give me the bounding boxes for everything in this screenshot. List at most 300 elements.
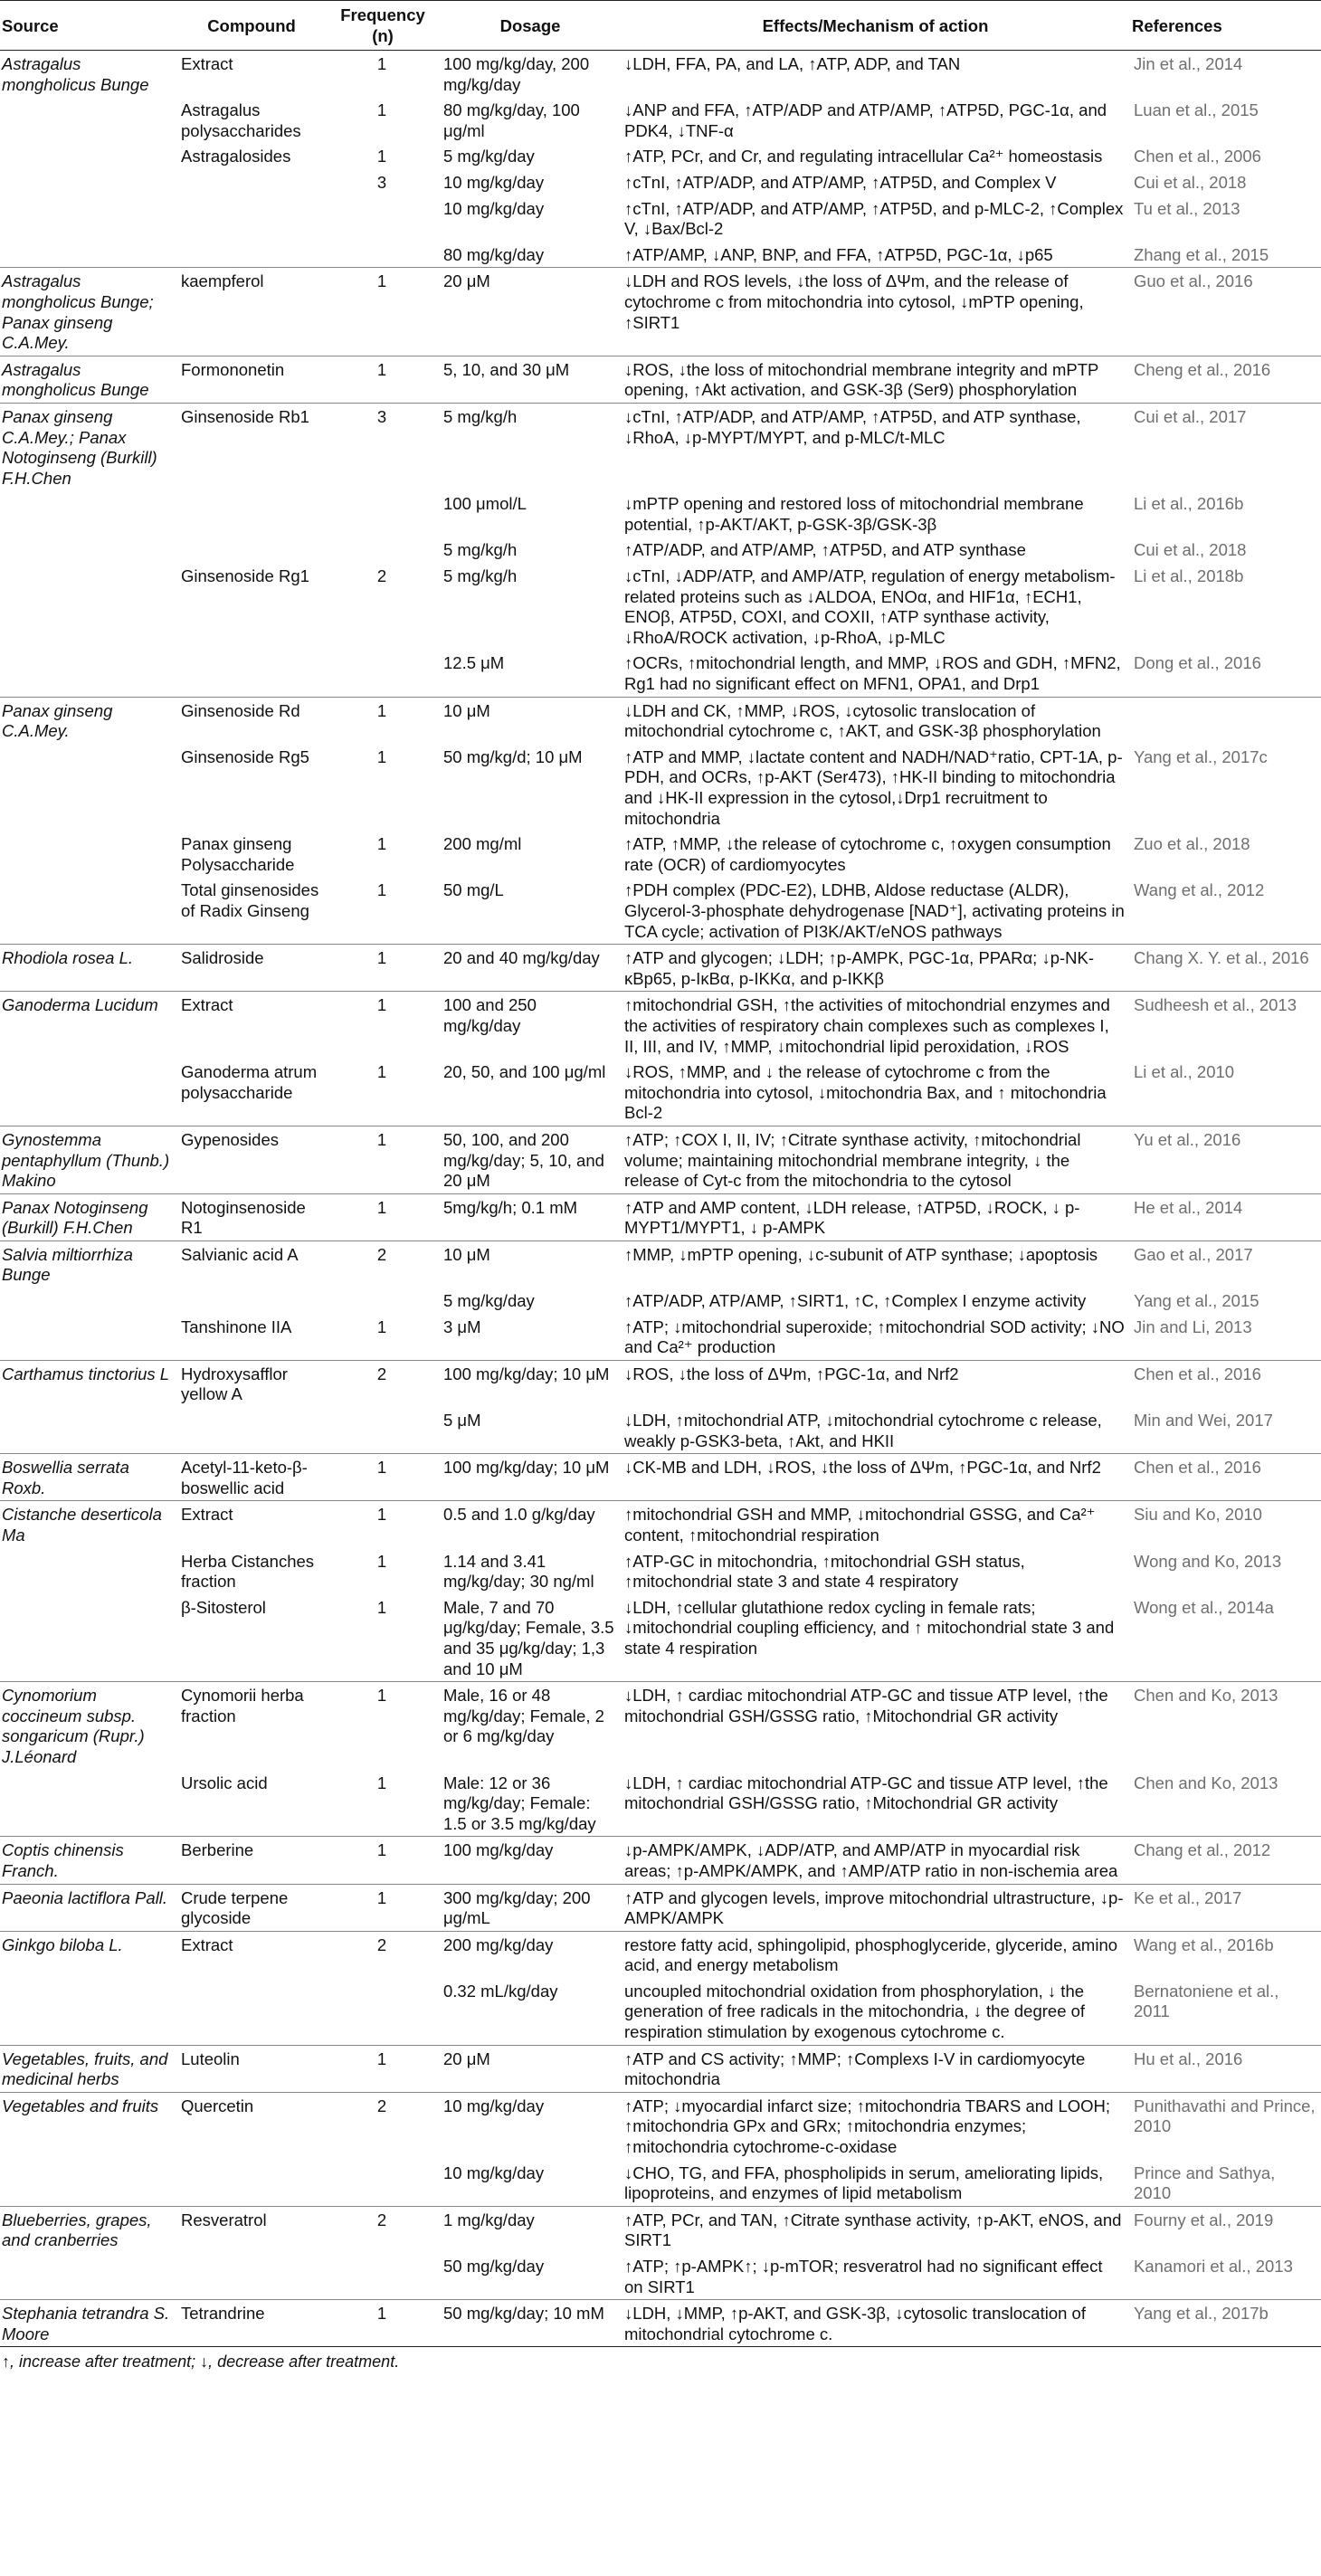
row-effects: ↓LDH and ROS levels, ↓the loss of ΔΨm, and the release of cytochrome c from mitochondria into cytosol, ↓mPTP opening, ↑SIRT1 xyxy=(621,268,1130,356)
row-dosage: 10 μM xyxy=(440,697,621,744)
row-frequency xyxy=(326,1407,440,1454)
row-reference: Gao et al., 2017 xyxy=(1130,1240,1321,1288)
row-frequency: 1 xyxy=(326,992,440,1059)
table-row xyxy=(0,356,1321,403)
row-compound: Salvianic acid A xyxy=(177,1240,326,1288)
header-frequency: Frequency (n) xyxy=(340,5,425,45)
row-frequency xyxy=(326,537,440,563)
table-row xyxy=(0,1501,1321,1548)
table-row xyxy=(0,945,1321,992)
row-reference: Siu and Ko, 2010 xyxy=(1130,1501,1321,1548)
row-source: Boswellia serrata Roxb. xyxy=(0,1454,177,1501)
row-reference: Yang et al., 2015 xyxy=(1134,1291,1259,1311)
row-effects: ↓cTnI, ↑ATP/ADP, and ATP/AMP, ↑ATP5D, and ATP synthase, ↓RhoA, ↓p-MYPT/MYPT, and p-MLC/t-MLC xyxy=(621,403,1130,490)
row-effects: ↓cTnI, ↓ADP/ATP, and AMP/ATP, regulation of energy metabolism-related proteins such as ↓ALDOA, ENOα, and HIF1α, ↑ECH1, ENOβ, ATP5D, COXI, and COXII, ↑ATP synthase activity, ↓RhoA/ROCK activation, ↓p-RhoA, ↓p-MLC xyxy=(624,566,1116,647)
row-dosage: 20 and 40 mg/kg/day xyxy=(440,945,621,992)
row-frequency: 1 xyxy=(326,356,440,403)
header-dosage: Dosage xyxy=(499,15,561,35)
row-compound: Extract xyxy=(177,992,326,1059)
row-frequency: 1 xyxy=(326,1501,440,1548)
row-dosage: 10 mg/kg/day xyxy=(440,2092,621,2159)
row-compound: Tetrandrine xyxy=(177,2300,326,2347)
row-frequency: 1 xyxy=(326,1884,440,1931)
row-reference: He et al., 2014 xyxy=(1130,1193,1321,1240)
row-source xyxy=(0,195,177,242)
table-header-row xyxy=(0,1,1321,51)
row-compound: Herba Cistanches fraction xyxy=(181,1551,315,1592)
row-dosage: 0.5 and 1.0 g/kg/day xyxy=(440,1501,621,1548)
row-frequency xyxy=(326,195,440,242)
row-frequency: 1 xyxy=(376,1773,387,1792)
row-source: Vegetables and fruits xyxy=(0,2092,177,2159)
row-source xyxy=(0,1407,177,1454)
row-frequency: 1 xyxy=(376,1597,387,1617)
row-effects: ↓LDH, FFA, PA, and LA, ↑ATP, ADP, and TAN xyxy=(624,54,961,73)
row-frequency: 1 xyxy=(326,945,440,992)
row-frequency xyxy=(326,2160,440,2207)
row-source xyxy=(0,1978,177,2045)
table-row xyxy=(0,1770,1321,1837)
row-effects: ↑MMP, ↓mPTP opening, ↓c-subunit of ATP synthase; ↓apoptosis xyxy=(621,1240,1130,1288)
table-row xyxy=(0,2045,1321,2092)
row-compound xyxy=(177,537,326,563)
row-dosage: 100 mg/kg/day xyxy=(440,1837,621,1884)
row-source: Panax ginseng C.A.Mey. xyxy=(0,697,177,744)
table-row xyxy=(0,537,1321,563)
row-dosage: 5 μM xyxy=(443,1411,481,1431)
row-compound xyxy=(177,195,326,242)
row-dosage: 5 mg/kg/day xyxy=(443,1291,535,1311)
row-dosage: 50 mg/kg/day xyxy=(443,2257,545,2276)
row-dosage: 20 μM xyxy=(440,268,621,356)
row-compound xyxy=(177,490,326,537)
row-source xyxy=(0,242,177,268)
row-reference: Chen and Ko, 2013 xyxy=(1134,1773,1278,1792)
row-compound xyxy=(177,169,326,195)
row-dosage: 20, 50, and 100 μg/ml xyxy=(443,1062,606,1082)
row-effects: ↓LDH, ↓MMP, ↑p-AKT, and GSK-3β, ↓cytosolic translocation of mitochondrial cytochrome c. xyxy=(621,2300,1130,2347)
row-compound: Salidroside xyxy=(177,945,326,992)
row-compound xyxy=(177,2160,326,2207)
row-effects: ↓mPTP opening and restored loss of mitochondrial membrane potential, ↑p-AKT/AKT, p-GSK-3β/GSK-3β xyxy=(624,494,1084,534)
row-effects: ↓ROS, ↓the loss of ΔΨm, ↑PGC-1α, and Nrf2 xyxy=(621,1360,1130,1407)
row-reference: Cui et al., 2018 xyxy=(1134,172,1247,192)
row-compound: Tanshinone IIA xyxy=(181,1317,292,1336)
row-frequency: 3 xyxy=(376,172,387,192)
row-effects: ↑ATP and glycogen; ↓LDH; ↑p-AMPK, PGC-1α, PPARα; ↓p-NK-κBp65, p-IκBα, p-IKKα, and p-IKKβ xyxy=(621,945,1130,992)
table-row xyxy=(0,51,1321,98)
table-row xyxy=(0,697,1321,744)
row-dosage: 80 mg/kg/day, 100 μg/ml xyxy=(443,100,580,140)
table-footnote: ↑, increase after treatment; ↓, decrease after treatment. xyxy=(2,2353,400,2372)
row-source xyxy=(0,2160,177,2207)
row-compound: Luteolin xyxy=(177,2045,326,2092)
row-compound: Ginsenoside Rg1 xyxy=(181,566,309,586)
row-frequency xyxy=(326,2253,440,2300)
row-compound: Notoginsenoside R1 xyxy=(177,1193,326,1240)
row-effects: ↓CK-MB and LDH, ↓ROS, ↓the loss of ΔΨm, ↑PGC-1α, and Nrf2 xyxy=(621,1454,1130,1501)
row-compound xyxy=(177,1288,326,1314)
row-source: Salvia miltiorrhiza Bunge xyxy=(0,1240,177,1288)
table-row xyxy=(0,992,1321,1059)
row-compound xyxy=(177,242,326,268)
row-compound: Berberine xyxy=(177,1837,326,1884)
table-row xyxy=(0,1407,1321,1454)
row-dosage: 5 mg/kg/h xyxy=(443,540,518,560)
row-effects: ↑PDH complex (PDC-E2), LDHB, Aldose reductase (ALDR), Glycerol-3-phosphate dehydrogenase [NAD⁺], activating proteins in TCA cycle; activation of PI3K/AKT/eNOS pathways xyxy=(624,880,1125,941)
table-row xyxy=(0,744,1321,831)
table-row xyxy=(0,1126,1321,1193)
row-source xyxy=(0,877,177,944)
row-reference: Chen and Ko, 2013 xyxy=(1130,1682,1321,1770)
row-source xyxy=(0,537,177,563)
row-dosage: 100 mg/kg/day; 10 μM xyxy=(440,1360,621,1407)
table-row xyxy=(0,1314,1321,1361)
row-source: Ginkgo biloba L. xyxy=(0,1931,177,1978)
table-row xyxy=(0,1193,1321,1240)
row-compound: Extract xyxy=(177,1501,326,1548)
row-compound: Astragalus polysaccharides xyxy=(181,100,301,140)
row-source xyxy=(0,650,177,697)
row-compound xyxy=(177,1978,326,2045)
row-effects: restore fatty acid, sphingolipid, phosphoglyceride, glyceride, amino acid, and energy metabolism xyxy=(621,1931,1130,1978)
row-dosage: 5mg/kg/h; 0.1 mM xyxy=(440,1193,621,1240)
row-reference: Jin et al., 2014 xyxy=(1134,54,1243,73)
row-dosage: 5 mg/kg/h xyxy=(443,566,518,586)
table-row xyxy=(0,1360,1321,1407)
row-source xyxy=(0,831,177,877)
table-row xyxy=(0,1594,1321,1682)
row-compound: Total ginsenosides of Radix Ginseng xyxy=(181,880,319,920)
row-compound: Extract xyxy=(177,1931,326,1978)
row-effects: ↓ANP and FFA, ↑ATP/ADP and ATP/AMP, ↑ATP5D, PGC-1α, and PDK4, ↓TNF-α xyxy=(624,100,1107,140)
table-row xyxy=(0,403,1321,490)
row-reference: Li et al., 2010 xyxy=(1134,1062,1235,1082)
row-effects: ↓p-AMPK/AMPK, ↓ADP/ATP, and AMP/ATP in myocardial risk areas; ↑p-AMPK/AMPK, and ↑AMP/ATP ratio in non-ischemia area xyxy=(621,1837,1130,1884)
table-row xyxy=(0,1978,1321,2045)
row-source xyxy=(0,97,177,143)
row-effects: ↑ATP, PCr, and Cr, and regulating intracellular Ca²⁺ homeostasis xyxy=(624,147,1103,166)
row-source: Vegetables, fruits, and medicinal herbs xyxy=(0,2045,177,2092)
row-reference: Luan et al., 2015 xyxy=(1134,100,1259,120)
row-frequency: 1 xyxy=(376,1317,387,1336)
row-compound xyxy=(177,1407,326,1454)
row-frequency: 1 xyxy=(326,2300,440,2347)
row-source xyxy=(0,1314,177,1361)
row-source xyxy=(0,143,177,169)
row-frequency: 1 xyxy=(326,697,440,744)
row-reference: Chang et al., 2012 xyxy=(1130,1837,1321,1884)
row-effects: ↑ATP; ↑COX I, II, IV; ↑Citrate synthase activity, ↑mitochondrial volume; maintaining mitochondrial membrane integrity, ↓ the release of Cyt-c from the mitochondria to the cytosol xyxy=(621,1126,1130,1193)
row-dosage: 200 mg/ml xyxy=(443,834,522,854)
table-row xyxy=(0,2253,1321,2300)
table-row xyxy=(0,1059,1321,1126)
row-dosage: Male, 7 and 70 μg/kg/day; Female, 3.5 and 35 μg/kg/day; 1,3 and 10 μM xyxy=(443,1597,614,1678)
row-source: Blueberries, grapes, and cranberries xyxy=(0,2206,177,2253)
row-dosage: 5, 10, and 30 μM xyxy=(440,356,621,403)
row-compound: Panax ginseng Polysaccharide xyxy=(181,834,295,874)
table-row xyxy=(0,1548,1321,1594)
row-reference: Bernatoniene et al., 2011 xyxy=(1134,1981,1279,2021)
row-source: Cistanche deserticola Ma xyxy=(0,1501,177,1548)
row-reference: Cui et al., 2017 xyxy=(1130,403,1321,490)
table-row xyxy=(0,2206,1321,2253)
row-effects: ↑ATP/ADP, and ATP/AMP, ↑ATP5D, and ATP synthase xyxy=(624,540,1026,560)
row-source xyxy=(0,1548,177,1594)
row-reference: Jin and Li, 2013 xyxy=(1134,1317,1252,1336)
row-reference: Chang X. Y. et al., 2016 xyxy=(1130,945,1321,992)
row-frequency xyxy=(326,650,440,697)
row-reference: Zhang et al., 2015 xyxy=(1134,244,1269,264)
row-dosage: 20 μM xyxy=(440,2045,621,2092)
row-dosage: 50 mg/L xyxy=(443,880,504,900)
row-frequency: 1 xyxy=(376,54,387,73)
table-row xyxy=(0,490,1321,537)
row-dosage: 5 mg/kg/h xyxy=(440,403,621,490)
table-row xyxy=(0,563,1321,650)
row-source: Astragalus mongholicus Bunge xyxy=(2,54,149,94)
row-effects: ↑ATP and AMP content, ↓LDH release, ↑ATP5D, ↓ROCK, ↓ p-MYPT1/MYPT1, ↓ p-AMPK xyxy=(621,1193,1130,1240)
row-frequency: 2 xyxy=(326,2206,440,2253)
row-frequency: 1 xyxy=(376,834,387,854)
row-dosage: Male, 16 or 48 mg/kg/day; Female, 2 or 6 mg/kg/day xyxy=(440,1682,621,1770)
row-compound xyxy=(177,650,326,697)
row-compound: Ginsenoside Rd xyxy=(177,697,326,744)
row-reference: Hu et al., 2016 xyxy=(1130,2045,1321,2092)
table-row xyxy=(0,1931,1321,1978)
row-reference: Prince and Sathya, 2010 xyxy=(1134,2163,1276,2203)
row-dosage: 50 mg/kg/d; 10 μM xyxy=(443,746,583,766)
row-compound: β-Sitosterol xyxy=(181,1597,266,1617)
row-source: Ganoderma Lucidum xyxy=(0,992,177,1059)
row-frequency: 1 xyxy=(376,147,387,166)
row-source: Paeonia lactiflora Pall. xyxy=(0,1884,177,1931)
table-row xyxy=(0,195,1321,242)
table-row xyxy=(0,1288,1321,1314)
row-compound: Quercetin xyxy=(177,2092,326,2159)
row-effects: ↑ATP/AMP, ↓ANP, BNP, and FFA, ↑ATP5D, PGC-1α, ↓p65 xyxy=(624,244,1053,264)
row-effects: ↓ROS, ↓the loss of mitochondrial membrane integrity and mPTP opening, ↑Akt activation, and GSK-3β (Ser9) phosphorylation xyxy=(621,356,1130,403)
row-effects: ↑OCRs, ↑mitochondrial length, and MMP, ↓ROS and GDH, ↑MFN2, Rg1 had no significant effect on MFN1, OPA1, and Drp1 xyxy=(624,653,1121,694)
table-row xyxy=(0,2300,1321,2347)
row-reference: Chen et al., 2006 xyxy=(1134,147,1261,166)
row-dosage: 12.5 μM xyxy=(443,653,505,673)
row-compound: kaempferol xyxy=(177,268,326,356)
row-frequency: 1 xyxy=(326,268,440,356)
row-source: Panax ginseng C.A.Mey.; Panax Notoginseng (Burkill) F.H.Chen xyxy=(0,403,177,490)
table-row xyxy=(0,143,1321,169)
row-effects: ↑ATP, PCr, and TAN, ↑Citrate synthase activity, ↑p-AKT, eNOS, and SIRT1 xyxy=(621,2206,1130,2253)
row-reference: Chen et al., 2016 xyxy=(1130,1454,1321,1501)
table-row xyxy=(0,1240,1321,1288)
row-reference: Min and Wei, 2017 xyxy=(1134,1411,1273,1431)
row-dosage: 50, 100, and 200 mg/kg/day; 5, 10, and 20 μM xyxy=(440,1126,621,1193)
row-compound: Acetyl-11-keto-β-boswellic acid xyxy=(177,1454,326,1501)
row-compound: Cynomorii herba fraction xyxy=(177,1682,326,1770)
row-frequency xyxy=(326,1978,440,2045)
row-source xyxy=(0,1594,177,1682)
table-row xyxy=(0,1682,1321,1770)
row-frequency: 1 xyxy=(376,1062,387,1082)
row-effects: ↑cTnI, ↑ATP/ADP, and ATP/AMP, ↑ATP5D, and Complex V xyxy=(624,172,1057,192)
row-dosage: 5 mg/kg/day xyxy=(443,147,535,166)
row-effects: ↑ATP; ↑p-AMPK↑; ↓p-mTOR; resveratrol had no significant effect on SIRT1 xyxy=(624,2257,1103,2296)
row-reference: Chen et al., 2016 xyxy=(1130,1360,1321,1407)
row-reference: Cui et al., 2018 xyxy=(1134,540,1247,560)
row-reference: Tu et al., 2013 xyxy=(1134,198,1240,218)
table-row xyxy=(0,877,1321,944)
row-reference: Yu et al., 2016 xyxy=(1130,1126,1321,1193)
row-dosage: 100 and 250 mg/kg/day xyxy=(440,992,621,1059)
row-compound: Astragalosides xyxy=(181,147,291,166)
row-source: Rhodiola rosea L. xyxy=(0,945,177,992)
row-compound: Resveratrol xyxy=(177,2206,326,2253)
row-dosage: 10 mg/kg/day xyxy=(443,172,545,192)
row-effects: ↑ATP and glycogen levels, improve mitochondrial ultrastructure, ↓p-AMPK/AMPK xyxy=(621,1884,1130,1931)
row-reference: Dong et al., 2016 xyxy=(1134,653,1261,673)
row-dosage: 10 mg/kg/day xyxy=(443,2163,545,2182)
row-effects: ↓LDH, ↑cellular glutathione redox cycling in female rats; ↓mitochondrial coupling efficiency, and ↑ mitochondrial state 3 and state 4 respiration xyxy=(624,1597,1115,1658)
row-source xyxy=(0,2253,177,2300)
row-reference: Fourny et al., 2019 xyxy=(1130,2206,1321,2253)
row-reference xyxy=(1130,697,1321,744)
row-reference: Cheng et al., 2016 xyxy=(1130,356,1321,403)
row-reference: Wong et al., 2014a xyxy=(1134,1597,1274,1617)
row-dosage: 3 μM xyxy=(443,1317,481,1336)
row-source: Coptis chinensis Franch. xyxy=(0,1837,177,1884)
row-frequency: 1 xyxy=(326,1193,440,1240)
table-row xyxy=(0,831,1321,877)
table-row xyxy=(0,242,1321,268)
row-frequency: 1 xyxy=(326,2045,440,2092)
row-effects: ↑mitochondrial GSH and MMP, ↓mitochondrial GSSG, and Ca²⁺ content, ↑mitochondrial respiration xyxy=(621,1501,1130,1548)
row-frequency xyxy=(326,1288,440,1314)
row-reference: Guo et al., 2016 xyxy=(1130,268,1321,356)
row-dosage: 300 mg/kg/day; 200 μg/mL xyxy=(440,1884,621,1931)
row-frequency: 3 xyxy=(326,403,440,490)
row-dosage: 10 μM xyxy=(440,1240,621,1288)
row-effects: ↓LDH, ↑ cardiac mitochondrial ATP-GC and tissue ATP level, ↑the mitochondrial GSH/GSSG ratio, ↑Mitochondrial GR activity xyxy=(624,1773,1108,1813)
row-frequency: 1 xyxy=(376,1551,387,1571)
row-frequency: 2 xyxy=(326,1360,440,1407)
table-row xyxy=(0,1837,1321,1884)
row-frequency: 1 xyxy=(326,1454,440,1501)
row-compound: Ganoderma atrum polysaccharide xyxy=(181,1062,318,1102)
row-reference: Kanamori et al., 2013 xyxy=(1134,2257,1293,2276)
row-frequency: 1 xyxy=(376,746,387,766)
row-effects: ↑ATP and MMP, ↓lactate content and NADH/NAD⁺ratio, CPT-1A, p-PDH, and OCRs, ↑p-AKT (Ser473), ↑HK-II binding to mitochondria and ↓HK-II expression in the cytosol,↓Drp1 recruitment to mitochondria xyxy=(624,746,1123,828)
row-reference: Li et al., 2018b xyxy=(1134,566,1244,586)
row-reference: Wang et al., 2016b xyxy=(1130,1931,1321,1978)
table-row xyxy=(0,2160,1321,2207)
header-references: References xyxy=(1132,15,1222,35)
row-effects: ↑ATP; ↓myocardial infarct size; ↑mitochondria TBARS and LOOH; ↑mitochondria GPx and GRx; ↑mitochondria enzymes; ↑mitochondria cytochrome-c-oxidase xyxy=(621,2092,1130,2159)
row-frequency: 2 xyxy=(326,1240,440,1288)
header-source: Source xyxy=(2,15,59,35)
table-body xyxy=(0,51,1321,2347)
row-frequency: 1 xyxy=(326,1126,440,1193)
row-compound: Gypenosides xyxy=(177,1126,326,1193)
row-source: Astragalus mongholicus Bunge xyxy=(0,356,177,403)
header-compound: Compound xyxy=(207,15,296,35)
row-dosage: 200 mg/kg/day xyxy=(440,1931,621,1978)
row-source xyxy=(0,744,177,831)
row-source: Gynostemma pentaphyllum (Thunb.) Makino xyxy=(0,1126,177,1193)
row-compound: Hydroxysafflor yellow A xyxy=(177,1360,326,1407)
row-dosage: 50 mg/kg/day; 10 mM xyxy=(440,2300,621,2347)
table-row xyxy=(0,97,1321,143)
row-reference: Punithavathi and Prince, 2010 xyxy=(1130,2092,1321,2159)
table-row xyxy=(0,650,1321,697)
row-frequency xyxy=(326,242,440,268)
row-frequency: 2 xyxy=(376,566,387,586)
row-source xyxy=(0,1059,177,1126)
row-dosage: 0.32 mL/kg/day xyxy=(443,1981,558,2001)
row-compound: Ursolic acid xyxy=(181,1773,268,1792)
row-frequency: 1 xyxy=(376,880,387,900)
row-frequency: 1 xyxy=(326,1837,440,1884)
row-dosage: 10 mg/kg/day xyxy=(443,198,545,218)
row-reference: Zuo et al., 2018 xyxy=(1134,834,1250,854)
table-row xyxy=(0,268,1321,356)
row-source xyxy=(0,169,177,195)
header-effects: Effects/Mechanism of action xyxy=(762,15,989,35)
row-dosage: Male: 12 or 36 mg/kg/day; Female: 1.5 or 3.5 mg/kg/day xyxy=(443,1773,596,1833)
row-effects: ↓LDH, ↑mitochondrial ATP, ↓mitochondrial cytochrome c release, weakly p-GSK3-beta, ↑Akt, and HKII xyxy=(624,1411,1102,1450)
row-effects: ↓LDH and CK, ↑MMP, ↓ROS, ↓cytosolic translocation of mitochondrial cytochrome c, ↑AKT, and GSK-3β phosphorylation xyxy=(621,697,1130,744)
table-row xyxy=(0,1454,1321,1501)
row-effects: ↑cTnI, ↑ATP/ADP, and ATP/AMP, ↑ATP5D, and p-MLC-2, ↑Complex V, ↓Bax/Bcl-2 xyxy=(624,198,1124,239)
row-dosage: 1 mg/kg/day xyxy=(440,2206,621,2253)
row-compound: Crude terpene glycoside xyxy=(177,1884,326,1931)
row-reference: Wong and Ko, 2013 xyxy=(1134,1551,1282,1571)
row-effects: ↓CHO, TG, and FFA, phospholipids in serum, ameliorating lipids, lipoproteins, and enzymes of lipid metabolism xyxy=(624,2163,1104,2203)
row-source xyxy=(0,563,177,650)
row-source xyxy=(0,1288,177,1314)
row-dosage: 100 mg/kg/day, 200 mg/kg/day xyxy=(443,54,590,94)
row-source: Panax Notoginseng (Burkill) F.H.Chen xyxy=(0,1193,177,1240)
row-effects: ↑ATP/ADP, ATP/AMP, ↑SIRT1, ↑C, ↑Complex I enzyme activity xyxy=(624,1291,1087,1311)
table-row xyxy=(0,1884,1321,1931)
row-compound: Ginsenoside Rb1 xyxy=(177,403,326,490)
row-compound: Ginsenoside Rg5 xyxy=(181,746,309,766)
row-dosage: 100 mg/kg/day; 10 μM xyxy=(440,1454,621,1501)
row-effects: ↑ATP-GC in mitochondria, ↑mitochondrial GSH status, ↑mitochondrial state 3 and state 4 respiratory xyxy=(624,1551,1025,1592)
row-reference: Yang et al., 2017c xyxy=(1134,746,1268,766)
row-frequency: 1 xyxy=(326,1682,440,1770)
row-source: Astragalus mongholicus Bunge; Panax ginseng C.A.Mey. xyxy=(0,268,177,356)
row-effects: ↓LDH, ↑ cardiac mitochondrial ATP-GC and tissue ATP level, ↑the mitochondrial GSH/GSSG ratio, ↑Mitochondrial GR activity xyxy=(621,1682,1130,1770)
table-row xyxy=(0,2092,1321,2159)
table-row xyxy=(0,169,1321,195)
row-reference: Yang et al., 2017b xyxy=(1130,2300,1321,2347)
row-compound: Formononetin xyxy=(177,356,326,403)
row-frequency: 2 xyxy=(326,1931,440,1978)
row-source: Carthamus tinctorius L xyxy=(0,1360,177,1407)
row-frequency: 2 xyxy=(326,2092,440,2159)
row-reference: Sudheesh et al., 2013 xyxy=(1130,992,1321,1059)
row-reference: Wang et al., 2012 xyxy=(1134,880,1265,900)
row-effects: ↑ATP and CS activity; ↑MMP; ↑Complexs I-V in cardiomyocyte mitochondria xyxy=(621,2045,1130,2092)
row-compound: Extract xyxy=(181,54,233,73)
row-dosage: 80 mg/kg/day xyxy=(443,244,545,264)
row-reference: Ke et al., 2017 xyxy=(1130,1884,1321,1931)
row-effects: ↑ATP; ↓mitochondrial superoxide; ↑mitochondrial SOD activity; ↓NO and Ca²⁺ production xyxy=(624,1317,1125,1357)
row-source: Stephania tetrandra S. Moore xyxy=(0,2300,177,2347)
row-dosage: 1.14 and 3.41 mg/kg/day; 30 ng/ml xyxy=(443,1551,594,1592)
row-source: Cynomorium coccineum subsp. songaricum (Rupr.) J.Léonard xyxy=(0,1682,177,1770)
row-source xyxy=(0,490,177,537)
